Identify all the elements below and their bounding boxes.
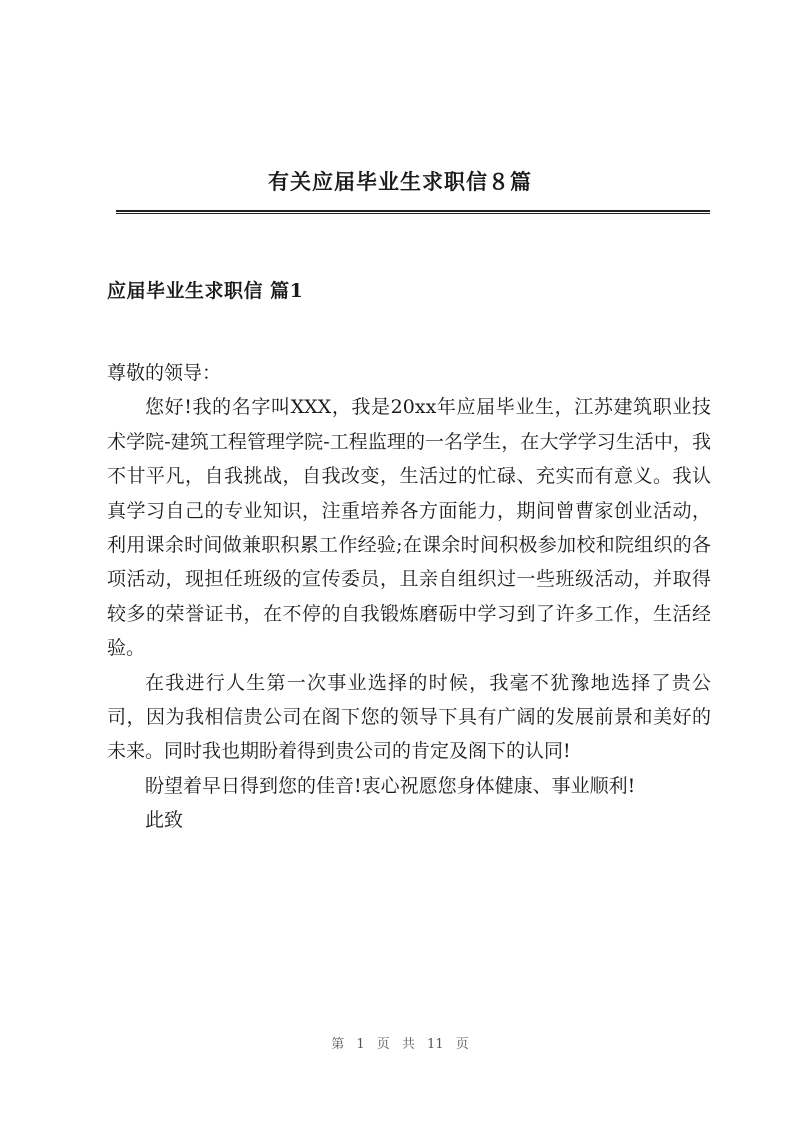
title-divider <box>116 210 710 214</box>
document-title: 有关应届毕业生求职信８篇 <box>268 170 532 194</box>
greeting: 尊敬的领导： <box>107 362 222 384</box>
body-paragraph-3: 盼望着早日得到您的佳音!衷心祝愿您身体健康、事业顺利! <box>145 774 636 797</box>
body-paragraph-2: 在我进行人生第一次事业选择的时候，我毫不犹豫地选择了贵公司，因为我相信贵公司在阁下您的领导下具有广阔的发展前景和美好的未来。同时我也期盼着得到贵公司的肯定及阁下的认同! <box>107 671 711 763</box>
closing-salutation: 此致 <box>145 809 184 832</box>
section-heading: 应届毕业生求职信 篇1 <box>107 280 304 302</box>
page-number: 第 1 页 共 11 页 <box>331 1037 469 1052</box>
letter-body <box>107 356 711 838</box>
body-paragraph-1: 您好!我的名字叫XXX，我是20xx年应届毕业生，江苏建筑职业技术学院-建筑工程管理学院-工程监理的一名学生，在大学学习生活中，我不甘平凡，自我挑战，自我改变，生活过的忙碌、充实而有意义。我认真学习自己的专业知识，注重培养各方面能力，期间曾曹家创业活动，利用课余时间做兼职积累工作经验;在课余时间积极参加校和院组织的各项活动，现担任班级的宣传委员，且亲自组织过一些班级活动，并取得较多的荣誉证书，在不停的自我锻炼磨砺中学习到了许多工作，生活经验。 <box>107 396 711 660</box>
